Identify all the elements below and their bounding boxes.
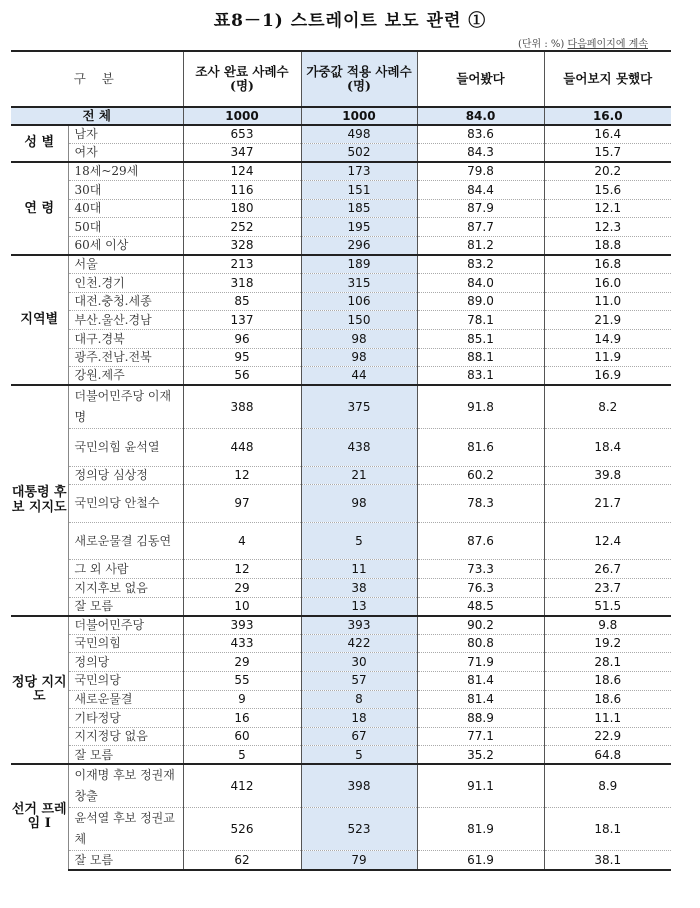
table-row	[11, 808, 671, 851]
cell-not-heard: 28.1	[544, 653, 671, 672]
cell-sample: 252	[183, 218, 301, 237]
total-heard: 84.0	[417, 107, 544, 125]
group-label: 대통령 후보 지지도	[11, 385, 68, 615]
cell-heard: 81.9	[417, 808, 544, 851]
row-label: 새로운물결 김동연	[68, 522, 183, 560]
cell-not-heard: 18.4	[544, 429, 671, 467]
cell-sample: 16	[183, 709, 301, 728]
cell-not-heard: 15.7	[544, 144, 671, 163]
cell-heard: 87.9	[417, 199, 544, 218]
row-label: 기타정당	[68, 709, 183, 728]
cell-weighted: 21	[301, 466, 417, 485]
cell-not-heard: 18.8	[544, 237, 671, 256]
unit-label: (단위 : %)	[517, 39, 565, 50]
cell-not-heard: 15.6	[544, 181, 671, 200]
cell-heard: 48.5	[417, 597, 544, 616]
cell-weighted: 5	[301, 746, 417, 765]
cell-sample: 448	[183, 429, 301, 467]
cell-heard: 80.8	[417, 634, 544, 653]
cell-sample: 347	[183, 144, 301, 163]
row-label: 남자	[74, 127, 98, 142]
header-weighted: 가중값 적용 사례수 (명)	[301, 51, 417, 107]
total-weighted: 1000	[301, 107, 417, 125]
cell-heard: 78.3	[417, 485, 544, 523]
cell-heard: 88.1	[417, 348, 544, 367]
cell-sample: 62	[183, 851, 301, 870]
cell-weighted: 375	[301, 385, 417, 429]
row-label: 대전.충청.세종	[68, 292, 183, 311]
cell-sample: 12	[183, 466, 301, 485]
cell-weighted: 13	[301, 597, 417, 616]
cell-heard: 83.1	[417, 367, 544, 386]
cell-sample: 412	[183, 764, 301, 808]
cell-not-heard: 18.1	[544, 808, 671, 851]
cell-sample: 137	[183, 311, 301, 330]
cell-heard: 77.1	[417, 727, 544, 746]
cell-heard: 90.2	[417, 616, 544, 635]
cell-sample: 10	[183, 597, 301, 616]
table-row	[11, 237, 671, 256]
cell-weighted: 38	[301, 579, 417, 598]
cell-not-heard: 12.1	[544, 199, 671, 218]
cell-sample: 318	[183, 274, 301, 293]
cell-not-heard: 26.7	[544, 560, 671, 579]
table-row	[11, 274, 671, 293]
row-label: 60세 이상	[68, 237, 183, 256]
cell-weighted: 44	[301, 367, 417, 386]
row-label: 강원.제주	[68, 367, 183, 386]
cell-sample: 328	[183, 237, 301, 256]
table-row	[11, 466, 671, 485]
cell-sample: 29	[183, 579, 301, 598]
table-row	[11, 181, 671, 200]
cell-sample: 55	[183, 671, 301, 690]
cell-sample: 29	[183, 653, 301, 672]
cell-heard: 81.6	[417, 429, 544, 467]
group-label: 성 별	[11, 125, 68, 162]
table-row	[11, 330, 671, 349]
header-sample: 조사 완료 사례수 (명)	[183, 51, 301, 107]
cell-sample: 388	[183, 385, 301, 429]
table-row	[11, 292, 671, 311]
cell-sample: 60	[183, 727, 301, 746]
cell-heard: 84.3	[417, 144, 544, 163]
row-label: 인천.경기	[68, 274, 183, 293]
page-title: 표8－1) 스트레이트 보도 관련 ①	[213, 11, 487, 31]
table-row	[11, 653, 671, 672]
unit-note	[518, 35, 648, 50]
cell-not-heard: 51.5	[544, 597, 671, 616]
cell-not-heard: 16.9	[544, 367, 671, 386]
cell-weighted: 151	[301, 181, 417, 200]
cell-heard: 88.9	[417, 709, 544, 728]
cell-not-heard: 14.9	[544, 330, 671, 349]
cell-heard: 89.0	[417, 292, 544, 311]
cell-heard: 76.3	[417, 579, 544, 598]
total-label: 전 체	[11, 107, 183, 125]
cell-not-heard: 16.4	[544, 125, 671, 144]
row-label: 국민의당	[68, 671, 183, 690]
row-label: 40대	[68, 199, 183, 218]
cell-heard: 87.6	[417, 522, 544, 560]
cell-not-heard: 16.0	[544, 274, 671, 293]
row-label: 광주.전남.전북	[68, 348, 183, 367]
cell-not-heard: 11.9	[544, 348, 671, 367]
cell-not-heard: 38.1	[544, 851, 671, 870]
cell-not-heard: 18.6	[544, 690, 671, 709]
row-label: 이재명 후보 정권재창출	[74, 768, 175, 804]
total-not-heard: 16.0	[544, 107, 671, 125]
table-row	[11, 709, 671, 728]
cell-weighted: 98	[301, 485, 417, 523]
table-row	[11, 367, 671, 386]
cell-sample: 97	[183, 485, 301, 523]
table-row	[11, 764, 671, 808]
row-label: 부산.울산.경남	[68, 311, 183, 330]
cell-heard: 83.6	[417, 125, 544, 144]
table-row	[11, 199, 671, 218]
table-row	[11, 579, 671, 598]
cell-weighted: 393	[301, 616, 417, 635]
cell-weighted: 523	[301, 808, 417, 851]
cell-sample: 56	[183, 367, 301, 386]
row-label: 서울	[74, 257, 98, 272]
table-row	[11, 746, 671, 765]
cell-sample: 96	[183, 330, 301, 349]
table-row	[11, 522, 671, 560]
cell-heard: 83.2	[417, 255, 544, 274]
cell-weighted: 502	[301, 144, 417, 163]
cell-weighted: 315	[301, 274, 417, 293]
row-label: 더불어민주당 이재명	[74, 389, 172, 425]
cell-weighted: 98	[301, 348, 417, 367]
cell-not-heard: 22.9	[544, 727, 671, 746]
table-row	[11, 671, 671, 690]
table-row	[11, 485, 671, 523]
row-label: 국민의힘	[68, 634, 183, 653]
row-label: 지지정당 없음	[68, 727, 183, 746]
table-row	[11, 255, 671, 274]
cell-sample: 9	[183, 690, 301, 709]
cell-not-heard: 21.9	[544, 311, 671, 330]
cell-heard: 78.1	[417, 311, 544, 330]
group-label: 지역별	[11, 255, 68, 385]
total-row	[11, 107, 671, 125]
cell-not-heard: 8.2	[544, 385, 671, 429]
cell-not-heard: 12.4	[544, 522, 671, 560]
cell-not-heard: 64.8	[544, 746, 671, 765]
cell-weighted: 189	[301, 255, 417, 274]
cell-weighted: 195	[301, 218, 417, 237]
cell-sample: 4	[183, 522, 301, 560]
cell-not-heard: 23.7	[544, 579, 671, 598]
group-label: 연 령	[11, 162, 68, 255]
cell-weighted: 438	[301, 429, 417, 467]
cell-weighted: 173	[301, 162, 417, 181]
cell-heard: 60.2	[417, 466, 544, 485]
continued-link[interactable]: 다음페이지에 계속	[567, 39, 648, 50]
row-label: 지지후보 없음	[68, 579, 183, 598]
table-row	[11, 851, 671, 870]
table-row	[11, 144, 671, 163]
table-row	[11, 429, 671, 467]
header-not-heard: 들어보지 못했다	[544, 51, 671, 107]
row-label: 국민의힘 윤석열	[68, 429, 183, 467]
cell-weighted: 98	[301, 330, 417, 349]
cell-sample: 393	[183, 616, 301, 635]
cell-weighted: 398	[301, 764, 417, 808]
cell-heard: 61.9	[417, 851, 544, 870]
cell-heard: 85.1	[417, 330, 544, 349]
table-row	[11, 727, 671, 746]
cell-heard: 91.8	[417, 385, 544, 429]
cell-weighted: 79	[301, 851, 417, 870]
cell-sample: 116	[183, 181, 301, 200]
cell-heard: 79.8	[417, 162, 544, 181]
table-row	[11, 385, 671, 429]
cell-heard: 84.0	[417, 274, 544, 293]
cell-not-heard: 39.8	[544, 466, 671, 485]
cell-heard: 81.4	[417, 690, 544, 709]
cell-not-heard: 12.3	[544, 218, 671, 237]
cell-sample: 12	[183, 560, 301, 579]
table-row	[11, 634, 671, 653]
row-label: 30대	[68, 181, 183, 200]
cell-sample: 85	[183, 292, 301, 311]
cell-not-heard: 16.8	[544, 255, 671, 274]
cell-heard: 87.7	[417, 218, 544, 237]
cell-sample: 124	[183, 162, 301, 181]
cell-weighted: 5	[301, 522, 417, 560]
cell-weighted: 11	[301, 560, 417, 579]
header-heard: 들어봤다	[417, 51, 544, 107]
cell-sample: 213	[183, 255, 301, 274]
row-label: 50대	[68, 218, 183, 237]
survey-table	[11, 50, 671, 871]
table-row	[11, 616, 671, 635]
row-label: 윤석열 후보 정권교체	[68, 808, 183, 851]
row-label: 국민의당 안철수	[68, 485, 183, 523]
cell-heard: 81.4	[417, 671, 544, 690]
cell-not-heard: 21.7	[544, 485, 671, 523]
cell-weighted: 57	[301, 671, 417, 690]
row-label: 대구.경북	[68, 330, 183, 349]
cell-weighted: 30	[301, 653, 417, 672]
cell-not-heard: 20.2	[544, 162, 671, 181]
group-label: 선거 프레임 I	[11, 764, 68, 869]
cell-not-heard: 18.6	[544, 671, 671, 690]
row-label: 잘 모름	[68, 597, 183, 616]
group-label: 정당 지지도	[11, 616, 68, 765]
cell-sample: 95	[183, 348, 301, 367]
header-category: 구 분	[11, 51, 183, 107]
cell-heard: 71.9	[417, 653, 544, 672]
row-label: 새로운물결	[68, 690, 183, 709]
cell-not-heard: 11.1	[544, 709, 671, 728]
cell-heard: 73.3	[417, 560, 544, 579]
row-label: 18세~29세	[74, 164, 139, 179]
cell-weighted: 422	[301, 634, 417, 653]
row-label: 그 외 사람	[68, 560, 183, 579]
table-row	[11, 218, 671, 237]
cell-sample: 180	[183, 199, 301, 218]
cell-not-heard: 8.9	[544, 764, 671, 808]
cell-weighted: 185	[301, 199, 417, 218]
row-label: 정의당	[68, 653, 183, 672]
cell-weighted: 18	[301, 709, 417, 728]
cell-heard: 81.2	[417, 237, 544, 256]
table-row	[11, 560, 671, 579]
row-label: 잘 모름	[68, 746, 183, 765]
cell-heard: 84.4	[417, 181, 544, 200]
cell-heard: 35.2	[417, 746, 544, 765]
table-row	[11, 125, 671, 144]
cell-not-heard: 19.2	[544, 634, 671, 653]
table-row	[11, 162, 671, 181]
total-sample: 1000	[183, 107, 301, 125]
cell-sample: 653	[183, 125, 301, 144]
table-row	[11, 690, 671, 709]
row-label: 여자	[68, 144, 183, 163]
cell-weighted: 296	[301, 237, 417, 256]
table-row	[11, 597, 671, 616]
cell-weighted: 106	[301, 292, 417, 311]
cell-weighted: 67	[301, 727, 417, 746]
row-label: 더불어민주당	[74, 617, 145, 632]
table-header-row	[11, 51, 671, 107]
cell-weighted: 8	[301, 690, 417, 709]
row-label: 정의당 심상정	[68, 466, 183, 485]
cell-sample: 433	[183, 634, 301, 653]
cell-weighted: 150	[301, 311, 417, 330]
cell-heard: 91.1	[417, 764, 544, 808]
table-row	[11, 311, 671, 330]
cell-sample: 526	[183, 808, 301, 851]
cell-not-heard: 9.8	[544, 616, 671, 635]
cell-sample: 5	[183, 746, 301, 765]
table-row	[11, 348, 671, 367]
row-label: 잘 모름	[68, 851, 183, 870]
cell-not-heard: 11.0	[544, 292, 671, 311]
cell-weighted: 498	[301, 125, 417, 144]
